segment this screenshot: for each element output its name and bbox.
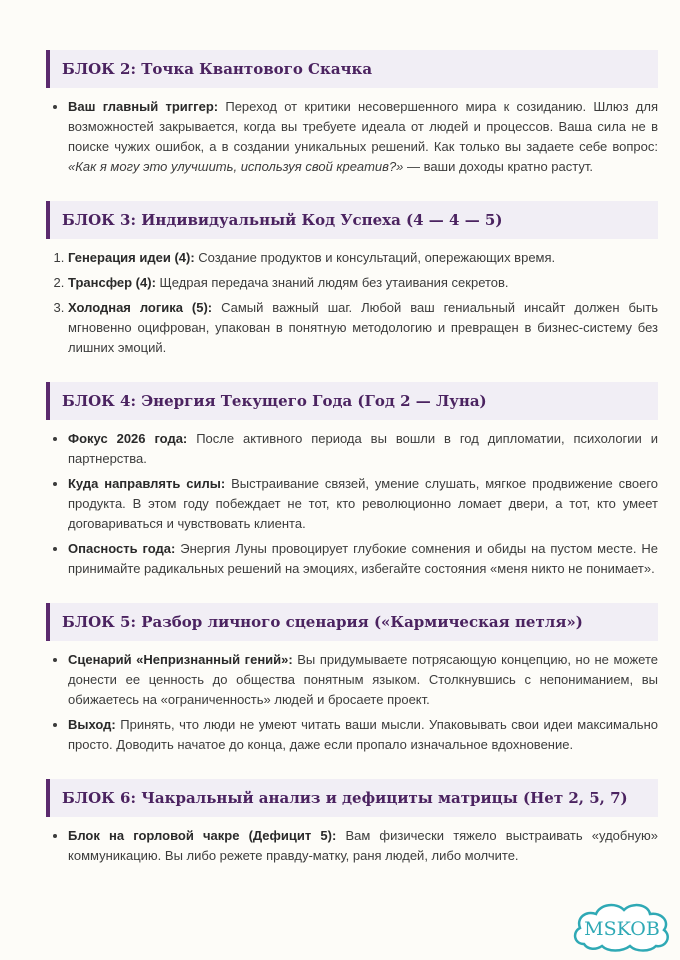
- item-text: После активного периода вы вошли в год дипломатии, психологии и партнерства.: [68, 431, 659, 466]
- item-quote: «Как я могу это улучшить, используя свой креатив?»: [68, 159, 404, 174]
- list-item: [68, 650, 658, 710]
- section-block-6: [46, 779, 658, 866]
- item-text: Энергия Луны провоцирует глубокие сомнения и обиды на пустом месте. Не принимайте радикальных решений на эмоциях, избегайте состояния «меня никто не понимает».: [68, 541, 659, 576]
- section-block-4: [46, 382, 658, 579]
- item-label: Блок на горловой чакре (Дефицит 5):: [68, 828, 337, 843]
- item-label: Сценарий «Непризнанный гений»:: [68, 652, 293, 667]
- mskob-logo: [570, 898, 674, 954]
- item-label: Фокус 2026 года:: [68, 431, 188, 446]
- document-page: [46, 50, 658, 890]
- section-title: БЛОК 2: Точка Квантового Скачка: [46, 50, 658, 88]
- section-block-2: [46, 50, 658, 177]
- bullet-list: [46, 650, 658, 755]
- item-text: Вы придумываете потрясающую концепцию, но не можете донести ее ценность до общества понятным языком. Столкнувшись с непониманием, вы обижаетесь на «ограниченность» людей и бросаете проект.: [68, 652, 658, 707]
- list-item: [68, 826, 658, 866]
- list-item: [68, 539, 658, 579]
- item-label: Куда направлять силы:: [68, 476, 226, 491]
- section-title: БЛОК 4: Энергия Текущего Года (Год 2 — Луна): [46, 382, 658, 420]
- list-item: [68, 273, 658, 293]
- bullet-list: [46, 429, 658, 579]
- item-label: Ваш главный триггер:: [68, 99, 219, 114]
- list-item: [68, 248, 658, 268]
- item-label: Опасность года:: [68, 541, 176, 556]
- numbered-list: [46, 248, 658, 358]
- item-text: Вам физически тяжело выстраивать «удобную» коммуникацию. Вы либо режете правду-матку, раня людей, либо молчите.: [68, 828, 659, 863]
- item-label: Холодная логика (5):: [68, 300, 213, 315]
- list-item: [68, 474, 658, 534]
- item-tail: — ваши доходы кратно растут.: [403, 159, 593, 174]
- logo-text: MSKOB: [584, 918, 660, 940]
- item-text: Переход от критики несовершенного мира к созиданию. Шлюз для возможностей закрывается, когда вы требуете идеала от людей и процессов. Ваша сила не в поиске чужих ошибок, а в создании уникальных решений. Как только вы задаете себе вопрос:: [68, 99, 658, 154]
- section-block-5: [46, 603, 658, 755]
- item-label: Выход:: [68, 717, 116, 732]
- bullet-list: [46, 97, 658, 177]
- section-title: БЛОК 5: Разбор личного сценария («Кармическая петля»): [46, 603, 658, 641]
- item-text: Самый важный шаг. Любой ваш гениальный инсайт должен быть мгновенно оцифрован, упакован в понятную методологию и превращен в бизнес-систему без лишних эмоций.: [68, 300, 658, 355]
- item-text: Принять, что люди не умеют читать ваши мысли. Упаковывать свои идеи максимально просто. Доводить начатое до конца, даже если пропало изначальное вдохновение.: [68, 717, 658, 752]
- item-text: Выстраивание связей, умение слушать, мягкое продвижение своего продукта. В этом году побеждает не тот, кто революционно ломает двери, а тот, кто умеет договариваться и чувствовать клиента.: [68, 476, 659, 531]
- list-item: [68, 97, 658, 177]
- list-item: [68, 429, 658, 469]
- item-label: Генерация идеи (4):: [68, 250, 195, 265]
- list-item: [68, 715, 658, 755]
- item-text: Создание продуктов и консультаций, опережающих время.: [194, 250, 556, 265]
- section-block-3: [46, 201, 658, 358]
- item-label: Трансфер (4):: [68, 275, 156, 290]
- section-title: БЛОК 6: Чакральный анализ и дефициты матрицы (Нет 2, 5, 7): [46, 779, 658, 817]
- item-text: Щедрая передача знаний людям без утаивания секретов.: [155, 275, 509, 290]
- bullet-list: [46, 826, 658, 866]
- section-title: БЛОК 3: Индивидуальный Код Успеха (4 — 4 — 5): [46, 201, 658, 239]
- list-item: [68, 298, 658, 358]
